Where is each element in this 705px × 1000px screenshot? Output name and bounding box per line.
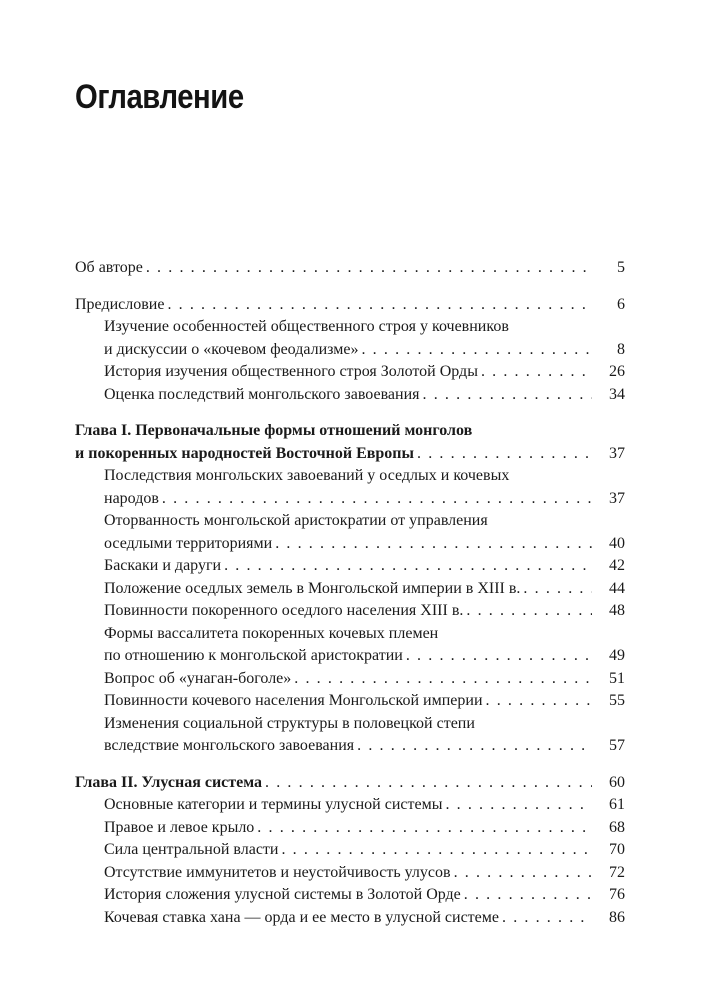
toc-entry-line xyxy=(75,839,625,862)
toc-entry-line xyxy=(75,384,625,407)
dot-leader xyxy=(445,794,592,817)
page-number: 26 xyxy=(609,363,625,380)
toc-entry-title: по отношению к монгольской аристократии xyxy=(104,647,403,664)
page-number: 49 xyxy=(609,647,625,664)
toc-entry-title: Оторванность монгольской аристократии от управления xyxy=(104,512,488,529)
toc-entry-title: История сложения улусной системы в Золотой Орде xyxy=(104,886,461,903)
dot-leader xyxy=(224,555,592,578)
toc-entry-line xyxy=(75,794,625,817)
page-number: 44 xyxy=(609,579,625,597)
dot-leader xyxy=(162,488,592,511)
toc-entry-line xyxy=(75,600,625,623)
toc-entry-line xyxy=(75,294,625,317)
toc-entry-title: Положение оседлых земель в Монгольской империи в XIII в. xyxy=(104,579,521,597)
toc-entry-line xyxy=(75,713,625,736)
toc-entry-line xyxy=(75,443,625,466)
toc-entry-line xyxy=(75,488,625,511)
toc-entry-title: История изучения общественного строя Золотой Орды xyxy=(104,363,478,380)
toc-entry-line xyxy=(75,257,625,280)
toc-section xyxy=(75,257,625,280)
toc-subsection-entry[interactable] xyxy=(75,668,625,691)
toc-subsection-entry[interactable] xyxy=(75,578,625,601)
toc-entry-title: Кочевая ставка хана — орда и ее место в улусной системе xyxy=(104,908,499,926)
toc-subsection-entry[interactable] xyxy=(75,465,625,510)
toc-subsection-entry[interactable] xyxy=(75,794,625,817)
page-number: 61 xyxy=(609,796,625,813)
toc-subsection-entry[interactable] xyxy=(75,510,625,555)
toc-entry-line xyxy=(75,578,625,601)
toc-entry-title: Повинности покоренного оседлого населения XIII в. xyxy=(104,602,464,619)
toc-subsection-entry[interactable] xyxy=(75,907,625,930)
dot-leader xyxy=(464,884,592,907)
toc-section xyxy=(75,420,625,758)
toc-entry-title: Глава II. Улусная система xyxy=(75,773,263,791)
toc-entry-title: Оценка последствий монгольского завоевания xyxy=(104,385,420,403)
toc-entry-line xyxy=(75,817,625,840)
dot-leader xyxy=(357,735,592,758)
toc-entry-line xyxy=(75,316,625,339)
dot-leader xyxy=(466,600,592,623)
dot-leader xyxy=(361,339,592,362)
toc-subsection-entry[interactable] xyxy=(75,862,625,885)
toc-entry-title: Об авторе xyxy=(75,259,143,276)
toc-section xyxy=(75,772,625,930)
dot-leader xyxy=(257,817,592,840)
page-title: Оглавление xyxy=(75,78,244,116)
toc-entry-title: Последствия монгольских завоеваний у оседлых и кочевых xyxy=(104,467,510,484)
toc-entry-line xyxy=(75,420,625,443)
toc-entry-line xyxy=(75,361,625,384)
toc-subsection-entry[interactable] xyxy=(75,600,625,623)
toc-entry-line xyxy=(75,735,625,758)
dot-leader xyxy=(281,839,592,862)
toc-entry-line xyxy=(75,510,625,533)
table-of-contents xyxy=(75,257,625,943)
page-number: 86 xyxy=(609,908,625,926)
dot-leader xyxy=(275,533,592,556)
toc-entry-title: Основные категории и термины улусной системы xyxy=(104,796,443,813)
toc-subsection-entry[interactable] xyxy=(75,316,625,361)
toc-chapter-entry[interactable] xyxy=(75,257,625,280)
toc-chapter-entry[interactable] xyxy=(75,294,625,317)
toc-entry-title: Правое и левое крыло xyxy=(104,818,255,836)
toc-subsection-entry[interactable] xyxy=(75,884,625,907)
dot-leader xyxy=(167,294,592,317)
toc-entry-line xyxy=(75,668,625,691)
dot-leader xyxy=(502,907,592,930)
dot-leader xyxy=(146,257,592,280)
page-number: 5 xyxy=(617,259,625,276)
toc-entry-title: Повинности кочевого населения Монгольской империи xyxy=(104,692,483,709)
dot-leader xyxy=(423,384,592,407)
toc-chapter-entry[interactable] xyxy=(75,772,625,795)
toc-subsection-entry[interactable] xyxy=(75,817,625,840)
toc-entry-title: Изучение особенностей общественного строя у кочевников xyxy=(104,318,509,335)
toc-entry-line xyxy=(75,465,625,488)
dot-leader xyxy=(523,578,592,601)
page-number: 37 xyxy=(609,444,625,462)
page-number: 42 xyxy=(609,557,625,574)
toc-entry-line xyxy=(75,339,625,362)
page-number: 51 xyxy=(609,669,625,687)
toc-entry-line xyxy=(75,623,625,646)
toc-entry-title: Глава I. Первоначальные формы отношений монголов xyxy=(75,422,473,439)
page-number: 76 xyxy=(609,886,625,903)
toc-entry-title: народов xyxy=(104,489,159,507)
page-number: 8 xyxy=(617,340,625,358)
toc-entry-line xyxy=(75,533,625,556)
toc-entry-line xyxy=(75,862,625,885)
dot-leader xyxy=(265,772,592,795)
toc-entry-title: вследствие монгольского завоевания xyxy=(104,737,355,754)
toc-subsection-entry[interactable] xyxy=(75,713,625,758)
toc-section xyxy=(75,294,625,407)
page-number: 55 xyxy=(609,692,625,709)
toc-subsection-entry[interactable] xyxy=(75,690,625,713)
page-number: 37 xyxy=(609,489,625,507)
dot-leader xyxy=(486,690,592,713)
toc-entry-title: Баскаки и даруги xyxy=(104,557,222,574)
toc-entry-line xyxy=(75,690,625,713)
page-number: 60 xyxy=(609,773,625,791)
page-number: 72 xyxy=(609,863,625,881)
toc-entry-title: и покоренных народностей Восточной Европы xyxy=(75,444,415,462)
toc-entry-line xyxy=(75,555,625,578)
page-number: 48 xyxy=(609,602,625,619)
toc-subsection-entry[interactable] xyxy=(75,555,625,578)
page-number: 57 xyxy=(609,737,625,754)
toc-entry-title: Предисловие xyxy=(75,295,165,313)
toc-entry-title: и дискуссии о «кочевом феодализме» xyxy=(104,340,359,358)
toc-entry-line xyxy=(75,772,625,795)
toc-entry-title: Вопрос об «унаган-боголе» xyxy=(104,669,292,687)
toc-chapter-entry[interactable] xyxy=(75,420,625,465)
page-number: 6 xyxy=(617,295,625,313)
toc-entry-title: Отсутствие иммунитетов и неустойчивость улусов xyxy=(104,863,451,881)
toc-entry-title: Изменения социальной структуры в половецкой степи xyxy=(104,714,475,732)
toc-subsection-entry[interactable] xyxy=(75,361,625,384)
dot-leader xyxy=(294,668,592,691)
page-number: 40 xyxy=(609,534,625,552)
toc-subsection-entry[interactable] xyxy=(75,384,625,407)
toc-entry-line xyxy=(75,645,625,668)
page-number: 70 xyxy=(609,841,625,858)
toc-entry-title: Формы вассалитета покоренных кочевых племен xyxy=(104,624,439,642)
dot-leader xyxy=(481,361,592,384)
dot-leader xyxy=(417,443,592,466)
dot-leader xyxy=(454,862,592,885)
toc-entry-line xyxy=(75,884,625,907)
page-number: 34 xyxy=(609,385,625,403)
page-number: 68 xyxy=(609,818,625,836)
toc-entry-line xyxy=(75,907,625,930)
dot-leader xyxy=(406,645,592,668)
toc-entry-title: Сила центральной власти xyxy=(104,841,279,858)
toc-subsection-entry[interactable] xyxy=(75,839,625,862)
toc-entry-title: оседлыми территориями xyxy=(104,534,273,552)
toc-subsection-entry[interactable] xyxy=(75,623,625,668)
